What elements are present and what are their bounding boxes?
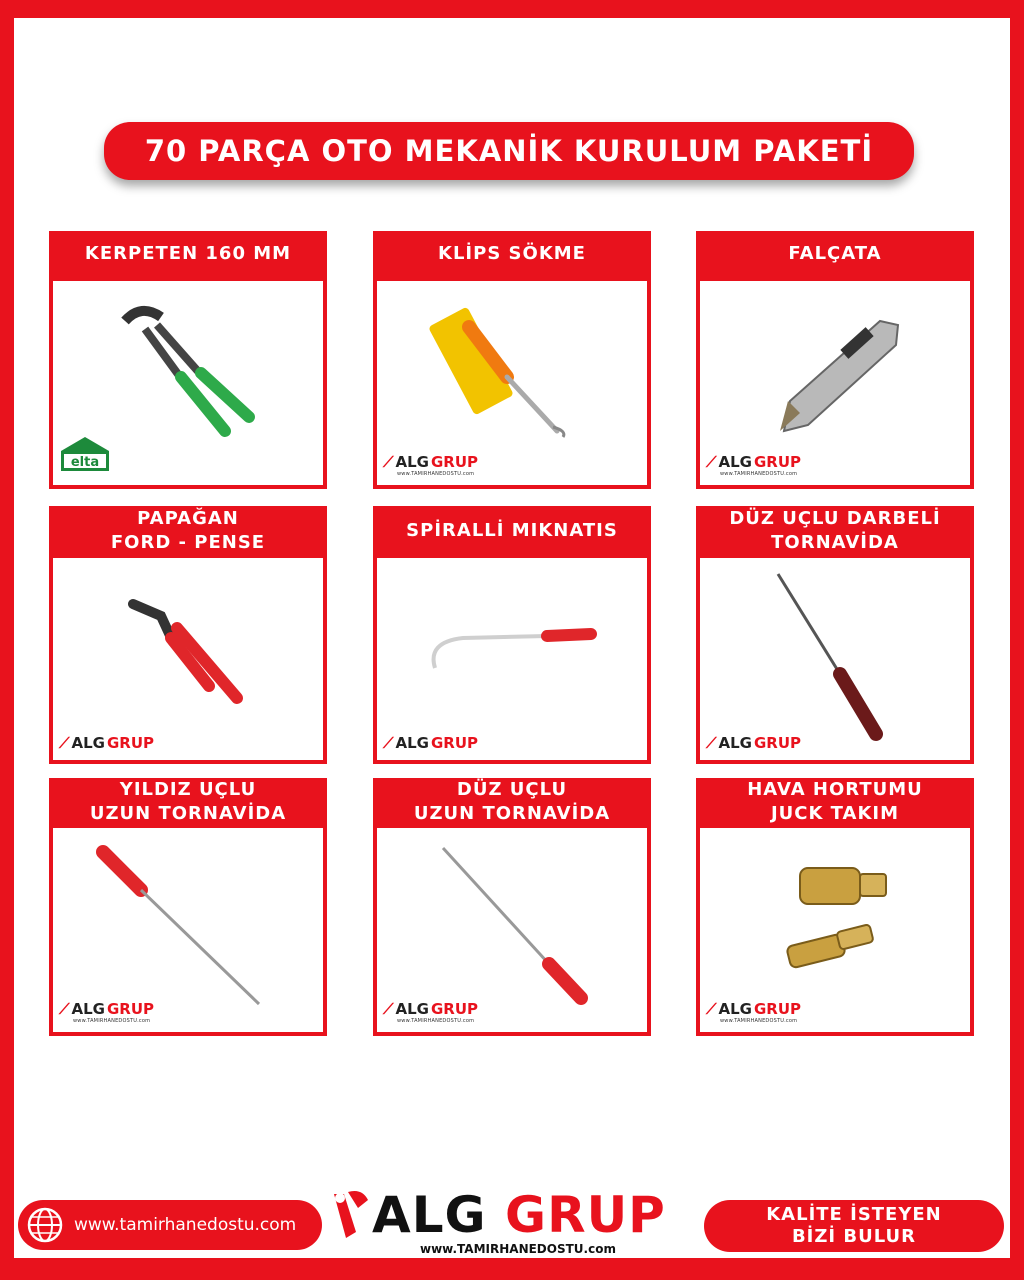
product-card-hava-hortumu [696, 778, 974, 1036]
product-card-kerpeten [49, 231, 327, 489]
product-card-spiralli-miknatis [373, 506, 651, 764]
alg-grup-watermark: ⟋ ALG GRUP www.TAMIRHANEDOSTU.com [706, 453, 802, 477]
card-header [49, 778, 327, 826]
card-image-area [377, 281, 647, 485]
logo-word-alg: ALG [372, 1186, 487, 1244]
impact-screwdriver-image [700, 558, 970, 760]
card-image-area [700, 558, 970, 760]
alg-grup-watermark: ⟋ ALG GRUP www.TAMIRHANEDOSTU.com [706, 1000, 802, 1024]
card-title-line1: PAPAĞAN [137, 508, 239, 529]
product-card-falcata [696, 231, 974, 489]
page-title: 70 PARÇA OTO MEKANİK KURULUM PAKETİ [144, 134, 874, 168]
card-header [696, 231, 974, 277]
elta-logo [57, 433, 113, 477]
card-title-line2: FORD - PENSE [110, 532, 266, 553]
wrench-hand-icon [328, 1188, 376, 1248]
card-title-line1: SPİRALLİ MIKNATIS [406, 520, 618, 541]
product-card-klips-sokme [373, 231, 651, 489]
website-link[interactable]: www.tamirhanedostu.com [74, 1215, 297, 1235]
website-pill[interactable] [18, 1200, 322, 1250]
card-title-line1: KERPETEN 160 MM [84, 243, 292, 264]
card-title-line2: TORNAVİDA [771, 532, 899, 553]
card-title-line2: JUCK TAKIM [770, 803, 900, 824]
card-title-line1: HAVA HORTUMU [747, 779, 923, 800]
slogan-line1: KALİTE İSTEYEN [766, 1204, 942, 1225]
card-header [696, 778, 974, 826]
alg-grup-watermark: ⟋ ALG GRUP www.TAMIRHANEDOSTU.com [59, 1000, 155, 1024]
alg-grup-watermark: ⟋ ALG GRUP www.TAMIRHANEDOSTU.com [383, 453, 479, 477]
card-title-line1: FALÇATA [788, 243, 882, 264]
slogan-pill [704, 1200, 1004, 1252]
card-header [373, 778, 651, 826]
page-title-banner [104, 122, 914, 180]
product-card-darbeli-tornavida [696, 506, 974, 764]
card-image-area [377, 828, 647, 1032]
card-title-line1: DÜZ UÇLU [456, 779, 568, 800]
card-header [696, 506, 974, 556]
alg-grup-logo [328, 1180, 698, 1264]
card-title-line1: YILDIZ UÇLU [119, 779, 257, 800]
card-image-area [700, 828, 970, 1032]
card-header [373, 231, 651, 277]
alg-grup-watermark: ⟋ ALG GRUP [706, 734, 802, 752]
card-image-area [53, 558, 323, 760]
alg-grup-watermark: ⟋ ALG GRUP [383, 734, 479, 752]
alg-grup-watermark: ⟋ ALG GRUP [59, 734, 155, 752]
card-header [49, 506, 327, 556]
product-card-papagan [49, 506, 327, 764]
card-title-line2: UZUN TORNAVİDA [413, 803, 611, 824]
slogan-line2: BİZİ BULUR [791, 1226, 917, 1247]
alg-grup-watermark: ⟋ ALG GRUP www.TAMIRHANEDOSTU.com [383, 1000, 479, 1024]
card-image-area [53, 828, 323, 1032]
product-card-yildiz-tornavida [49, 778, 327, 1036]
product-card-duz-tornavida [373, 778, 651, 1036]
logo-word-grup: GRUP [505, 1186, 666, 1244]
card-image-area [53, 281, 323, 485]
card-title-line1: DÜZ UÇLU DARBELİ [729, 508, 941, 529]
globe-icon [26, 1206, 64, 1244]
svg-text:elta: elta [70, 455, 100, 470]
card-header [49, 231, 327, 277]
card-image-area [700, 281, 970, 485]
water-pump-pliers-image [53, 558, 323, 760]
card-header [373, 506, 651, 556]
card-title-line2: UZUN TORNAVİDA [89, 803, 287, 824]
card-image-area [377, 558, 647, 760]
flexible-magnet-pickup-image [377, 558, 647, 760]
logo-url: www.TAMIRHANEDOSTU.com [420, 1242, 616, 1256]
card-title-line1: KLİPS SÖKME [438, 243, 586, 264]
